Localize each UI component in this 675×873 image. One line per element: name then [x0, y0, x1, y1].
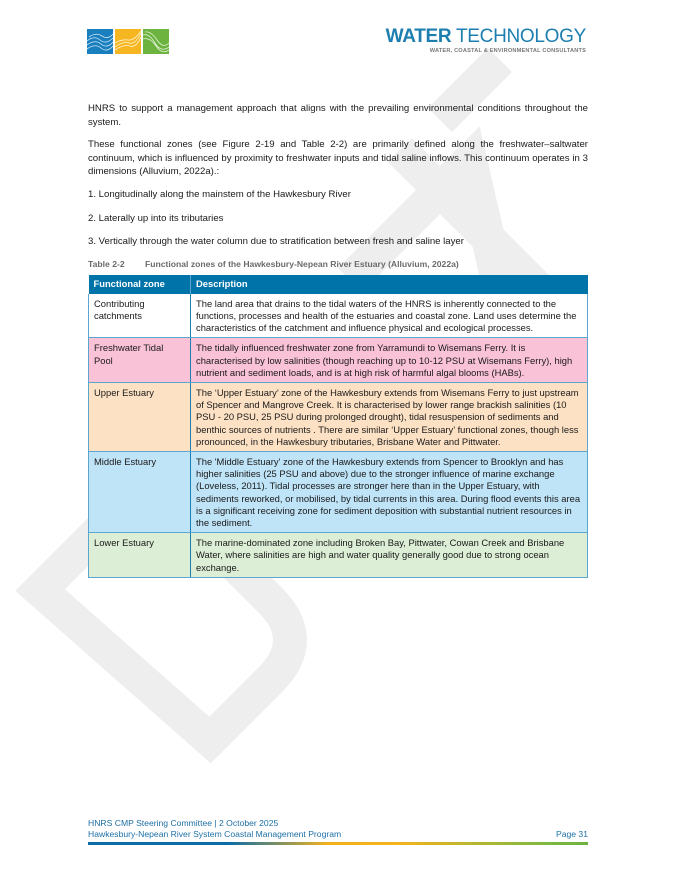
column-header-description: Description [191, 275, 588, 294]
brand-name-light: TECHNOLOGY [455, 26, 586, 47]
footer-title-row [88, 829, 588, 840]
footer-gradient-bar [88, 842, 588, 845]
footer-meeting-line: HNRS CMP Steering Committee | 2 October 2025 [88, 818, 279, 828]
list-item: 3. Vertically through the water column due to stratification between fresh and saline layer [88, 236, 464, 248]
body-paragraph: These functional zones (see Figure 2-19 and Table 2-2) are primarily defined along the freshwater–saltwater continuum, which is influenced by proximity to freshwater inputs and tidal saline inflows. This continuum operates in 3 dimensions (Alluvium, 2022a).: [88, 139, 588, 178]
brand-tagline: WATER, COASTAL & ENVIRONMENTAL CONSULTANTS [429, 48, 586, 54]
brand-name [386, 27, 586, 47]
company-logo [87, 29, 169, 54]
table-caption-title: Functional zones of the Hawkesbury-Nepean River Estuary (Alluvium, 2022a) [145, 258, 459, 269]
zone-cell: Lower Estuary [89, 533, 191, 578]
description-cell: The 'Middle Estuary' zone of the Hawkesbury extends from Spencer to Brooklyn and has higher salinities (25 PSU and above) due to the stronger influence of marine exchange (Loveless, 2011). Tidal processes are stronger here than in the Upper Estuary, with sediments reworked, or mobilised, by tidal currents in this area. During flood events this area is a significant receiving zone for sediment deposition with substantial nutrient resources in the sediment. [191, 451, 588, 532]
description-cell: The marine-dominated zone including Broken Bay, Pittwater, Cowan Creek and Brisbane Water, where salinities are high and water quality generally good due to strong ocean exchange. [191, 533, 588, 578]
list-item: 1. Longitudinally along the mainstem of the Hawkesbury River [88, 188, 351, 200]
table-row [89, 382, 588, 451]
list-item: 2. Laterally up into its tributaries [88, 212, 224, 224]
description-cell: The land area that drains to the tidal waters of the HNRS is inherently connected to the functions, processes and health of the estuaries and coastal zone. Land uses determine the characteristics of the catchment and influence physical and ecological processes. [191, 294, 588, 338]
page-content [88, 102, 588, 578]
zone-cell: Contributing catchments [89, 294, 191, 338]
page-footer [88, 818, 588, 845]
functional-zones-table [88, 275, 588, 578]
zone-cell: Freshwater Tidal Pool [89, 338, 191, 383]
table-row [89, 533, 588, 578]
table-row [89, 294, 588, 338]
table-row [89, 451, 588, 532]
footer-document-title: Hawkesbury-Nepean River System Coastal Management Program [88, 829, 342, 839]
description-cell: The ‘Upper Estuary’ zone of the Hawkesbury extends from Wisemans Ferry to just upstream of Spencer and Mangrove Creek. It is characterised by lower range brackish salinities (10 PSU - 20 PSU, 25 PSU during prolonged drought), tidal resuspension of sediments and benthic sources of nutrients . There are similar ‘Upper Estuary’ functional zones, though less pronounced, in the Hawkesbury tributaries, Brisbane Water and Pittwater. [191, 382, 588, 451]
body-paragraph: HNRS to support a management approach that aligns with the prevailing environmental conditions throughout the system. [88, 103, 588, 128]
yellow-wave-tile-icon [115, 29, 141, 54]
blue-wave-tile-icon [87, 29, 113, 54]
company-brand [386, 27, 586, 54]
green-wave-tile-icon [143, 29, 169, 54]
table-caption-number: Table 2-2 [88, 258, 125, 269]
zone-cell: Upper Estuary [89, 382, 191, 451]
column-header-zone: Functional zone [89, 275, 191, 294]
table-caption [88, 259, 588, 269]
page-number: Page 31 [555, 829, 588, 839]
brand-name-bold: WATER [385, 26, 452, 47]
page-header [0, 0, 675, 80]
description-cell: The tidally influenced freshwater zone from Yarramundi to Wisemans Ferry. It is characterised by low salinities (though reaching up to 10-12 PSU at Wisemans Ferry), high nutrient and sediment loads, and is at high risk of harmful algal blooms (HABs). [191, 338, 588, 383]
table-row [89, 338, 588, 383]
table-header-row [89, 275, 588, 294]
zone-cell: Middle Estuary [89, 451, 191, 532]
